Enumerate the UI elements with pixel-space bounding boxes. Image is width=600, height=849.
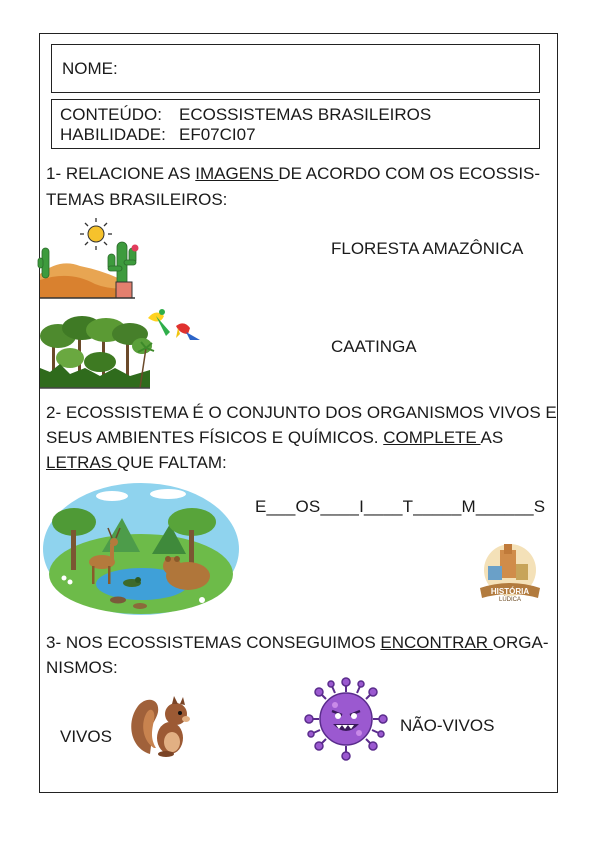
logo-title: HISTÓRIA xyxy=(490,587,530,596)
tree-icon xyxy=(40,316,154,388)
q2-line2: SEUS AMBIENTES FÍSICOS E QUÍMICOS. COMPLETE AS xyxy=(46,428,504,447)
option-floresta-amazonica: FLORESTA AMAZÔNICA xyxy=(331,239,524,258)
q1-line1: 1- RELACIONE AS IMAGENS DE ACORDO COM OS ECOSSIS- xyxy=(46,164,541,183)
q3-line1: 3- NOS ECOSSISTEMAS CONSEGUIMOS ENCONTRAR ORGA- xyxy=(46,633,549,652)
q2-line3: LETRAS QUE FALTAM: xyxy=(46,453,227,472)
q1-line2: TEMAS BRASILEIROS: xyxy=(46,190,228,209)
desert-illustration xyxy=(40,218,145,300)
skill-value: EF07CI07 xyxy=(179,125,256,144)
name-field-box[interactable] xyxy=(51,44,540,93)
option-caatinga: CAATINGA xyxy=(331,337,417,356)
q3-line2: NISMOS: xyxy=(46,658,118,677)
content-box xyxy=(51,99,540,149)
squirrel-icon xyxy=(126,692,192,758)
historia-ludica-logo xyxy=(476,540,544,608)
virus-icon xyxy=(305,678,387,760)
content-label: CONTEÚDO: xyxy=(60,105,162,124)
skill-label: HABILIDADE: xyxy=(60,125,166,144)
content-value: ECOSSISTEMAS BRASILEIROS xyxy=(179,105,432,124)
name-label: NOME: xyxy=(62,59,118,78)
parrot-icon xyxy=(148,309,200,340)
forest-illustration xyxy=(40,298,205,390)
label-nao-vivos: NÃO-VIVOS xyxy=(400,716,495,735)
fill-in-the-blanks[interactable]: E___OS____I____T_____M______S xyxy=(255,497,546,516)
logo-subtitle: LÚDICA xyxy=(498,597,521,603)
q2-line1: 2- ECOSSISTEMA É O CONJUNTO DOS ORGANISMOS VIVOS E xyxy=(46,403,557,422)
label-vivos: VIVOS xyxy=(60,727,112,746)
ecosystem-illustration xyxy=(42,482,240,617)
sun-icon xyxy=(80,218,112,250)
